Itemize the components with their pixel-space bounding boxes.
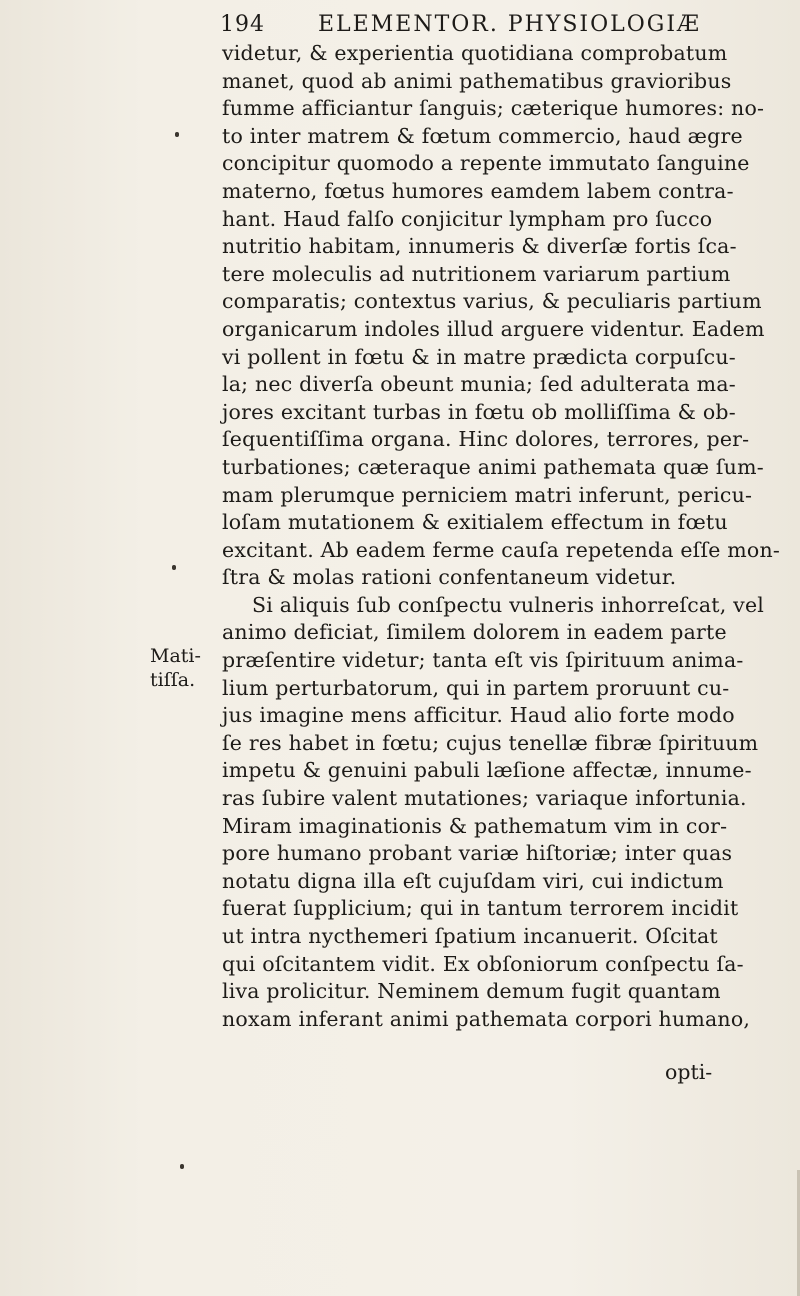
text-line: mam plerumque perniciem matri inferunt, pericu- [222, 482, 753, 507]
text-line: fuerat ſupplicium; qui in tantum terrorem incidit [222, 896, 739, 921]
text-line: jores excitant turbas in fœtu ob molliſſima & ob- [222, 399, 736, 424]
text-line: noxam inferant animi pathemata corpori humano, [222, 1006, 751, 1031]
ink-speck [175, 132, 179, 137]
page-number: 194 [220, 12, 265, 37]
text-line: materno, fœtus humores eamdem labem contra- [222, 178, 734, 203]
text-line: Miram imaginationis & pathematum vim in cor- [222, 813, 728, 838]
text-line: ſequentiſſima organa. Hinc dolores, terrores, per- [222, 427, 750, 452]
text-line: lium perturbatorum, qui in partem proruunt cu- [222, 675, 730, 700]
text-line: ſtra & molas rationi confentaneum videtur. [222, 565, 677, 590]
text-line: pore humano probant variæ hiſtoriæ; inter quas [222, 841, 733, 866]
text-line: la; nec diverſa obeunt munia; ſed adulterata ma- [222, 372, 736, 397]
page-header [208, 12, 768, 42]
text-line: ſe res habet in fœtu; cujus tenellæ fibræ ſpirituum [222, 730, 759, 755]
body-text [222, 40, 800, 1033]
ink-speck [172, 565, 176, 570]
text-line: vi pollent in fœtu & in matre prædicta corpuſcu- [222, 344, 736, 369]
text-line: fumme afficiantur ſanguis; cæterique humores: no- [222, 96, 765, 121]
text-line: liva prolicitur. Neminem demum fugit quantam [222, 979, 721, 1004]
text-line: nutritio habitam, innumeris & diverſæ fortis ſca- [222, 234, 737, 259]
text-line: qui oſcitantem vidit. Ex obſoniorum conſpectu ſa- [222, 951, 744, 976]
text-line: organicarum indoles illud arguere videntur. Eadem [222, 316, 765, 341]
paragraph-start-line: Si aliquis ſub conſpectu vulneris inhorreſcat, vel [252, 592, 765, 617]
text-line: videtur, & experientia quotidiana comprobatum [222, 41, 728, 65]
text-line: impetu & genuini pabuli læſione affectæ, innume- [222, 758, 752, 783]
text-line: animo deficiat, ſimilem dolorem in eadem parte [222, 620, 727, 645]
text-line: comparatis; contextus varius, & peculiaris partium [222, 289, 762, 314]
text-line: ras ſubire valent mutationes; variaque infortunia. [222, 786, 747, 811]
text-line: manet, quod ab animi pathematibus gravioribus [222, 68, 732, 93]
catchword: opti- [665, 1060, 713, 1084]
text-line: loſam mutationem & exitialem effectum in fœtu [222, 510, 728, 535]
running-title: ELEMENTOR. PHYSIOLOGIÆ [318, 12, 702, 37]
text-line: excitant. Ab eadem ferme cauſa repetenda eſſe mon- [222, 537, 780, 562]
text-line: notatu digna illa eſt cujuſdam viri, cui indictum [222, 868, 724, 893]
ink-speck [180, 1164, 184, 1169]
margin-note-line: Mati- [150, 645, 201, 667]
margin-note-line: tiſſa. [150, 669, 196, 691]
text-line: to inter matrem & fœtum commercio, haud ægre [222, 123, 743, 148]
text-line: concipitur quomodo a repente immutato ſanguine [222, 151, 750, 176]
text-line: ut intra nycthemeri ſpatium incanuerit. Oſcitat [222, 924, 718, 948]
text-line: turbationes; cæteraque animi pathemata quæ ſum- [222, 454, 764, 479]
margin-note [150, 644, 220, 692]
text-line: tere moleculis ad nutritionem variarum partium [222, 261, 731, 286]
text-line: hant. Haud falſo conjicitur lympham pro ſucco [222, 206, 713, 231]
text-line: jus imagine mens afficitur. Haud alio forte modo [222, 703, 735, 728]
text-line: præſentire videtur; tanta eſt vis ſpirituum anima- [222, 648, 744, 673]
